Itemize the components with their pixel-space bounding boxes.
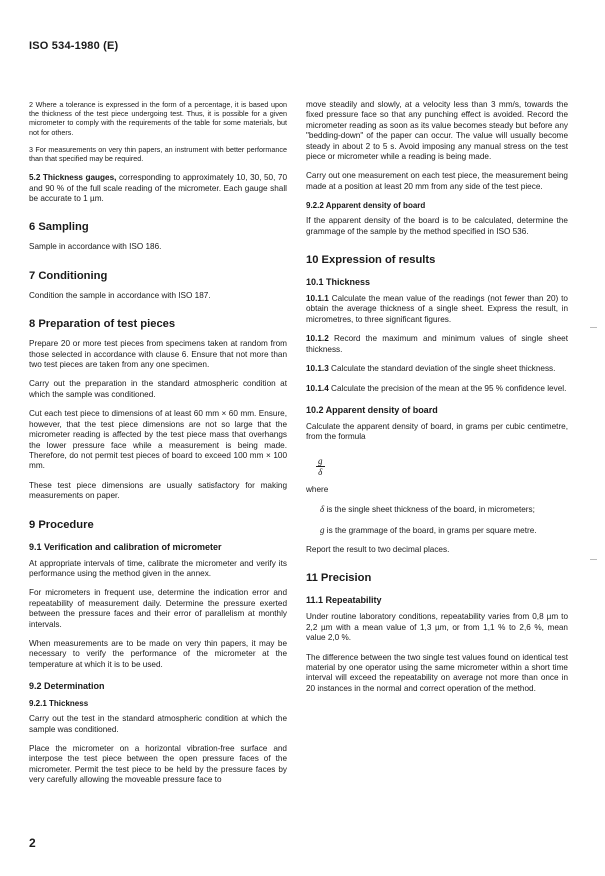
conditioning-text: Condition the sample in accordance with ISO 187.: [29, 290, 211, 300]
clause-10-1-4-label: 10.1.4: [306, 383, 329, 393]
heading-procedure: 9 Procedure: [29, 518, 94, 531]
preparation-para-4: These test piece dimensions are usually satisfactory for making measurements on paper.: [29, 480, 287, 501]
heading-expression-of-results: 10 Expression of results: [306, 254, 436, 267]
repeatability-para-1: Under routine laboratory conditions, repeatability varies from 0,8 µm to 2,2 µm with a mean value of 1,3 µm, or from 1,1 % to 2,6 %, mean value 2,0 %.: [306, 612, 568, 643]
thickness-para-3: move steadily and slowly, at a velocity less than 3 mm/s, towards the fixed pressure face so that any punching effect is avoided. Record the micrometer reading as soon as its value becomes steady but before any "bedding-down" of the paper can occur. The value will usually become steady in about 2 to 5 s. Avoid imposing any manual stress on the test piece or micrometer while a reading is being made.: [306, 100, 568, 162]
clause-10-1-1-text: Calculate the mean value of the readings (not fewer than 20) to obtain the average thickness of a single sheet. Express the result, in micrometres, to three significant figures.: [306, 294, 568, 324]
heading-conditioning: 7 Conditioning: [29, 269, 108, 282]
clause-10-1-1: [306, 294, 568, 325]
density-formula: [316, 456, 325, 477]
delta-definition-text: is the single sheet thickness of the board, in micrometers;: [324, 505, 535, 515]
clause-10-1-4: [306, 384, 568, 394]
clause-5-2-label: 5.2 Thickness gauges,: [29, 173, 117, 183]
verification-para-1: At appropriate intervals of time, calibrate the micrometer and verify its performance using the method given in the annex.: [29, 558, 287, 578]
clause-10-1-2: [306, 334, 568, 355]
heading-sampling: 6 Sampling: [29, 221, 89, 234]
heading-verification: 9.1 Verification and calibration of micrometer: [29, 541, 222, 552]
margin-tick: [590, 327, 597, 328]
note-2: 2 Where a tolerance is expressed in the form of a percentage, it is based upon the thickness of the test piece undergoing test. Thus, it is possible for a given micrometer to comply with the requirements of the table for some materials, but not for others.: [29, 100, 287, 137]
report-text: Report the result to two decimal places.: [306, 544, 450, 554]
definition-g: [320, 525, 568, 536]
clause-10-1-1-label: 10.1.1: [306, 294, 329, 304]
page-number: 2: [29, 836, 36, 850]
formula-numerator: g: [318, 455, 323, 466]
heading-thickness-921: 9.2.1 Thickness: [29, 699, 89, 709]
definition-delta: [320, 504, 568, 515]
thickness-para-1: Carry out the test in the standard atmospheric condition at which the sample was conditioned.: [29, 714, 287, 734]
clause-10-1-3-text: Calculate the standard deviation of the single sheet thickness.: [328, 364, 556, 374]
heading-precision: 11 Precision: [306, 572, 372, 585]
note-3: 3 For measurements on very thin papers, an instrument with better performance than that specified may be required.: [29, 144, 287, 164]
left-column: [29, 100, 287, 795]
heading-apparent-density-922: 9.2.2 Apparent density of board: [306, 201, 426, 211]
heading-determination: 9.2 Determination: [29, 681, 105, 692]
repeatability-para-2: The difference between the two single test values found on identical test material by one operator using the same micrometer within a short time interval will exceed the repeatability on average not more than once in 20 instances in the normal and correct operation of the method.: [306, 652, 568, 693]
margin-tick: [590, 559, 597, 560]
heading-thickness-101: 10.1 Thickness: [306, 277, 371, 288]
clause-10-1-4-text: Calculate the precision of the mean at the 95 % confidence level.: [328, 383, 567, 393]
verification-para-2: For micrometers in frequent use, determine the indication error and repeatability of measurement daily. Determine the pressure exerted between the pressure faces and their error of parallelism at monthly intervals.: [29, 588, 287, 629]
sampling-text: Sample in accordance with ISO 186.: [29, 242, 162, 252]
heading-apparent-density-102: 10.2 Apparent density of board: [306, 404, 438, 415]
right-column: [306, 100, 568, 703]
delta-symbol: δ: [320, 504, 325, 515]
formula-denominator: δ: [318, 466, 323, 477]
clause-10-1-2-label: 10.1.2: [306, 334, 329, 344]
clause-5-2: [29, 173, 287, 204]
document-header: ISO 534-1980 (E): [29, 40, 119, 52]
apparent-density-text: If the apparent density of the board is to be calculated, determine the grammage of the sample by the method specified in ISO 536.: [306, 216, 568, 236]
verification-para-3: When measurements are to be made on very thin papers, it may be necessary to verify the performance of the micrometer at the temperature at which it is to be used.: [29, 638, 287, 669]
heading-repeatability: 11.1 Repeatability: [306, 595, 382, 606]
g-symbol: g: [320, 524, 325, 535]
formula-intro: Calculate the apparent density of board, in grams per cubic centimetre, from the formula: [306, 421, 568, 442]
preparation-para-1: Prepare 20 or more test pieces from specimens taken at random from those selected in accordance with clause 6. Ensure that not more than two test pieces are taken from any one specimen.: [29, 339, 287, 370]
heading-preparation: 8 Preparation of test pieces: [29, 318, 176, 331]
where-label: where: [306, 484, 329, 494]
thickness-para-4: Carry out one measurement on each test piece, the measurement being made at a position at least 20 mm from any side of the test piece.: [306, 171, 568, 191]
clause-10-1-2-text: Record the maximum and minimum values of single sheet thickness.: [306, 334, 568, 354]
clause-10-1-3: [306, 364, 568, 374]
clause-5-2-text: corresponding to approximately 10, 30, 50, 70 and 90 % of the full scale reading of the micrometer. Each gauge shall be accurate to 1 µm.: [29, 173, 288, 204]
thickness-para-2: Place the micrometer on a horizontal vibration-free surface and interpose the test piece between the open pressure faces of the micrometer. Permit the test piece to be held by the pressure faces by very carefully allowing the moveable pressure face to: [29, 744, 287, 785]
g-definition-text: is the grammage of the board, in grams per square metre.: [324, 525, 537, 535]
clause-10-1-3-label: 10.1.3: [306, 364, 329, 374]
preparation-para-2: Carry out the preparation in the standard atmospheric condition at which the sample was conditioned.: [29, 379, 287, 399]
preparation-para-3: Cut each test piece to dimensions of at least 60 mm × 60 mm. Ensure, however, that the test piece dimensions are not so large that the micrometer reading is affected by the test piece mass that overhangs the lower pressure face while a measurement is being made. Therefore, do not permit test pieces of board to exceed 100 mm × 100 mm.: [29, 409, 287, 471]
